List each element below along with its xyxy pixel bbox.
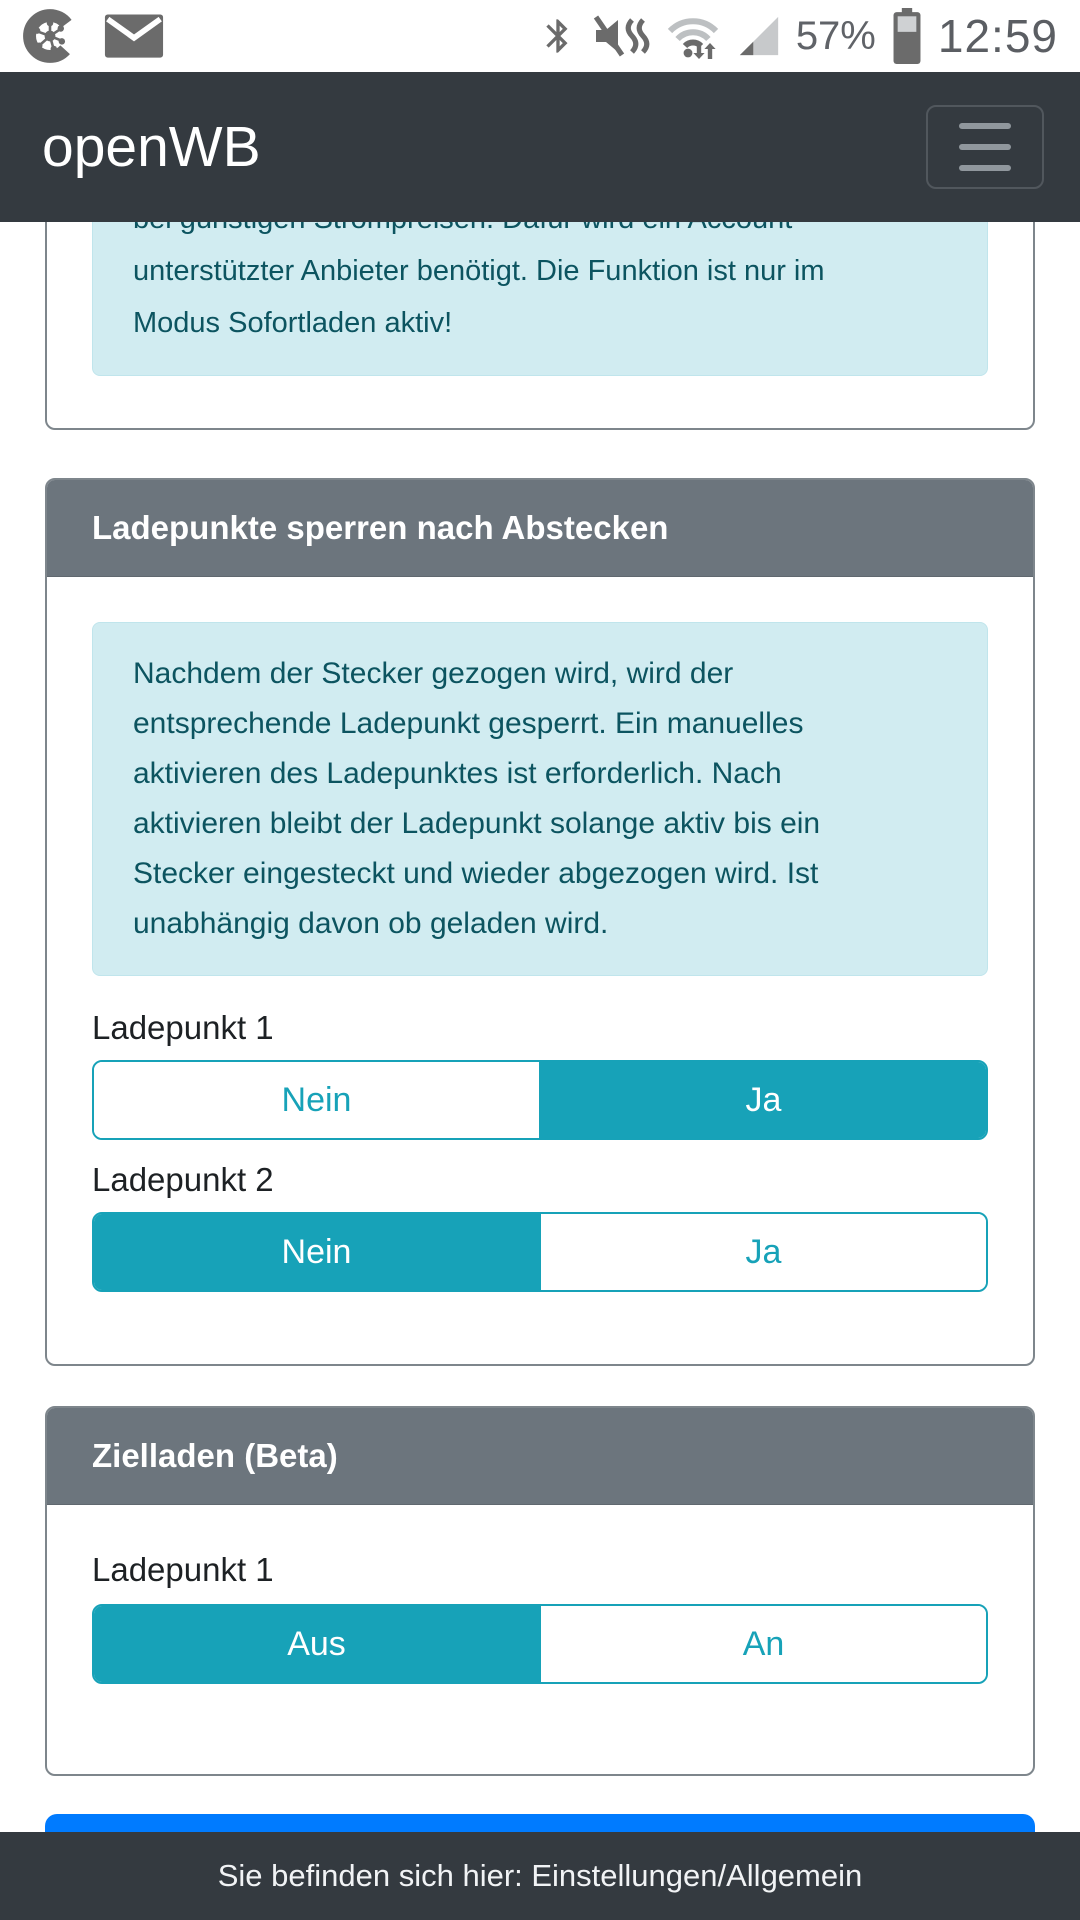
breadcrumb: Sie befinden sich hier: Einstellungen/Allgemein (217, 1858, 863, 1893)
card-title: Ladepunkte sperren nach Abstecken (47, 480, 1033, 577)
info-alert: unterstützter Anbieter benötigt. Die Funktion ist nur im Modus Sofortladen aktiv! (92, 158, 988, 376)
status-bar (0, 0, 1080, 72)
hamburger-icon (959, 123, 1011, 129)
option-an-button[interactable]: An (541, 1606, 986, 1682)
menu-toggle-button[interactable] (926, 105, 1044, 189)
option-ja-button[interactable]: Ja (541, 1214, 986, 1290)
brand-title[interactable]: openWB (42, 114, 261, 179)
status-notification-icons (22, 8, 164, 64)
option-ja-button[interactable]: Ja (541, 1062, 986, 1138)
battery-icon (890, 8, 924, 64)
card-lock-after-unplug (45, 478, 1035, 1366)
info-alert: Nachdem der Stecker gezogen wird, wird der entsprechende Ladepunkt gesperrt. Ein manuelles aktivieren des Ladepunktes ist erforderlich. Nach aktivieren bleibt der Ladepunkt solange aktiv bis ein Stecker eingesteckt und wieder abgezogen wird. Ist unabhängig davon ob geladen wird. (92, 622, 988, 976)
chargepoint-1-label: Ladepunkt 1 (92, 1551, 274, 1588)
card-title: Zielladen (Beta) (47, 1408, 1033, 1505)
status-system-icons (538, 8, 1058, 64)
chargepoint-1-target-toggle (92, 1604, 988, 1684)
breadcrumb-footer (0, 1832, 1080, 1920)
cell-signal-icon (736, 13, 782, 59)
battery-percent-text: 57% (795, 14, 876, 58)
email-icon (104, 13, 164, 59)
corona-warn-app-icon (22, 8, 78, 64)
settings-page-content (0, 156, 1080, 1878)
bluetooth-icon (538, 12, 578, 60)
navbar (0, 72, 1080, 222)
card-target-charging (45, 1406, 1035, 1776)
chargepoint-2-lock-toggle (92, 1212, 988, 1292)
option-nein-button[interactable]: Nein (94, 1062, 541, 1138)
chargepoint-1-lock-toggle (92, 1060, 988, 1140)
mute-vibrate-icon (592, 12, 650, 60)
option-nein-button[interactable]: Nein (94, 1214, 541, 1290)
chargepoint-1-label: Ladepunkt 1 (92, 1009, 274, 1046)
option-aus-button[interactable]: Aus (94, 1606, 541, 1682)
clock-text: 12:59 (937, 10, 1058, 62)
wifi-arrows-icon (664, 12, 722, 60)
chargepoint-2-label: Ladepunkt 2 (92, 1161, 274, 1198)
